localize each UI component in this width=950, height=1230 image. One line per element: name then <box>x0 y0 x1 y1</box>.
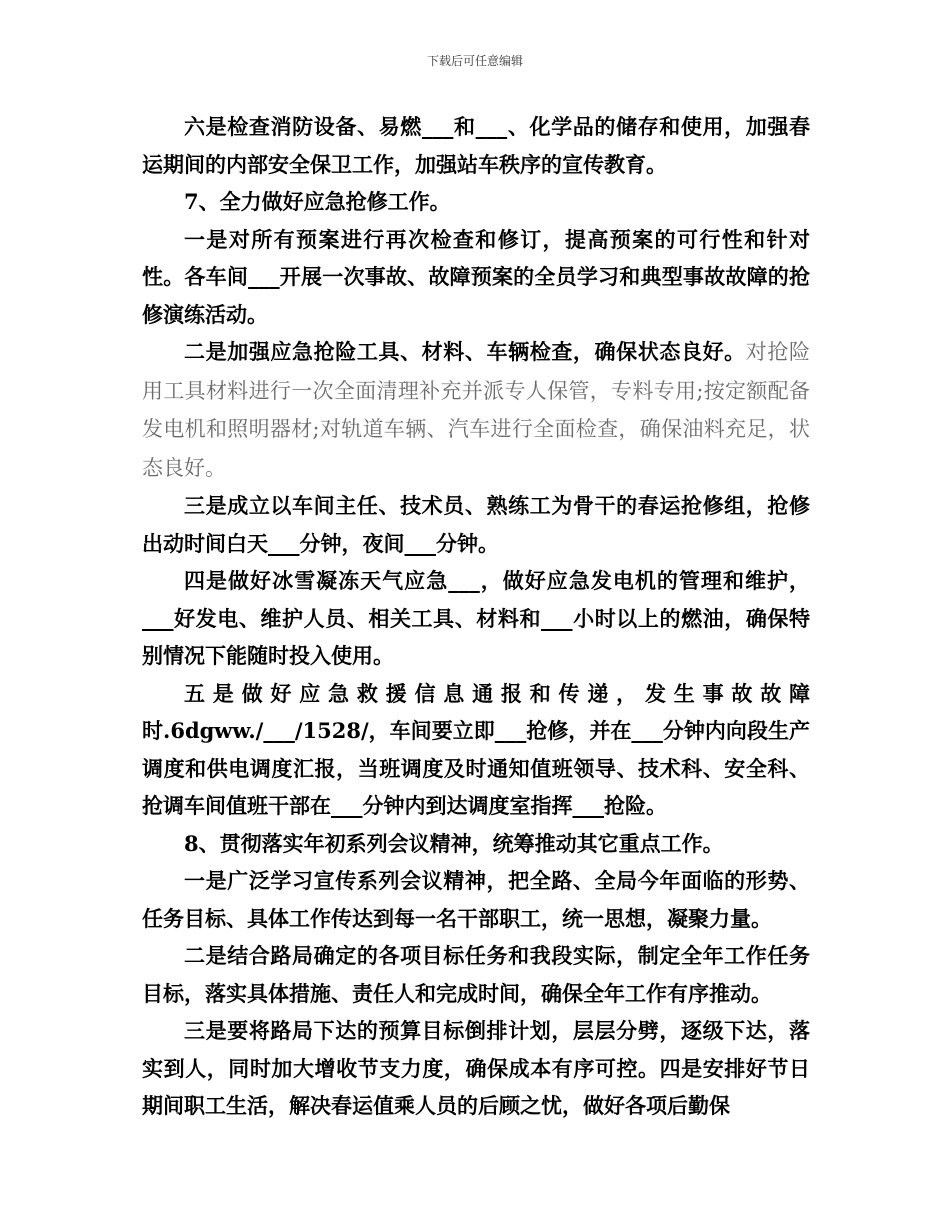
paragraph-equipment-check-bold: 二是加强应急抢险工具、材料、车辆检查，确保状态良好。 <box>184 339 746 364</box>
document-body <box>142 108 810 1125</box>
section-heading-8: 8、贯彻落实年初系列会议精神，统筹推动其它重点工作。 <box>184 830 724 856</box>
paragraph-ice-emergency: 四是做好冰雪凝冻天气应急___，做好应急发电机的管理和维护，___好发电、维护人员、相关工具、材料和___小时以上的燃油，确保特别情况下能随时投入使用。 <box>142 568 810 668</box>
paragraph-fire-safety: 六是检查消防设备、易燃___和___、化学品的储存和使用，加强春运期间的内部安全保卫工作，加强站车秩序的宣传教育。 <box>142 114 810 177</box>
paragraph-equipment-check-detail: 对抢险用工具材料进行一次全面清理补充并派专人保管，专料专用;按定额配备发电机和照明器材;对轨道车辆、汽车进行全面检查，确保油料充足，状态良好。 <box>142 340 811 480</box>
paragraph-equipment-check <box>142 333 810 487</box>
page-header: 下载后可任意编辑 <box>426 54 523 68</box>
paragraph-study-spirit: 一是广泛学习宣传系列会议精神，把全路、全局今年面临的形势、任务目标、具体工作传达到每一名干部职工，统一思想，凝聚力量。 <box>142 868 810 931</box>
paragraph-budget-plan: 三是要将路局下达的预算目标倒排计划，层层分劈，逐级下达，落实到人，同时加大增收节支力度，确保成本有序可控。四是安排好节日期间职工生活，解决春运值乘人员的后顾之忧，做好各项后勤保 <box>142 1018 810 1118</box>
paragraph-plan-review: 一是对所有预案进行再次检查和修订，提高预案的可行性和针对性。各车间___开展一次事故、故障预案的全员学习和典型事故故障的抢修演练活动。 <box>142 226 810 327</box>
paragraph-annual-goals: 二是结合路局确定的各项目标任务和我段实际，制定全年工作任务目标，落实具体措施、责任人和完成时间，确保全年工作有序推动。 <box>142 943 810 1006</box>
paragraph-repair-team: 三是成立以车间主任、技术员、熟练工为骨干的春运抢修组，抢修出动时间白天___分钟，夜间___分钟。 <box>142 493 810 556</box>
paragraph-info-report: 五是做好应急救援信息通报和传递，发生事故故障时.6dgww./___/1528/，车间要立即___抢修，并在___分钟内向段生产调度和供电调度汇报，当班调度及时通知值班领导、技术科、安全科、抢调车间值班干部在___分钟内到达调度室指挥___抢险。 <box>142 680 810 818</box>
section-heading-7: 7、全力做好应急抢修工作。 <box>184 189 451 214</box>
